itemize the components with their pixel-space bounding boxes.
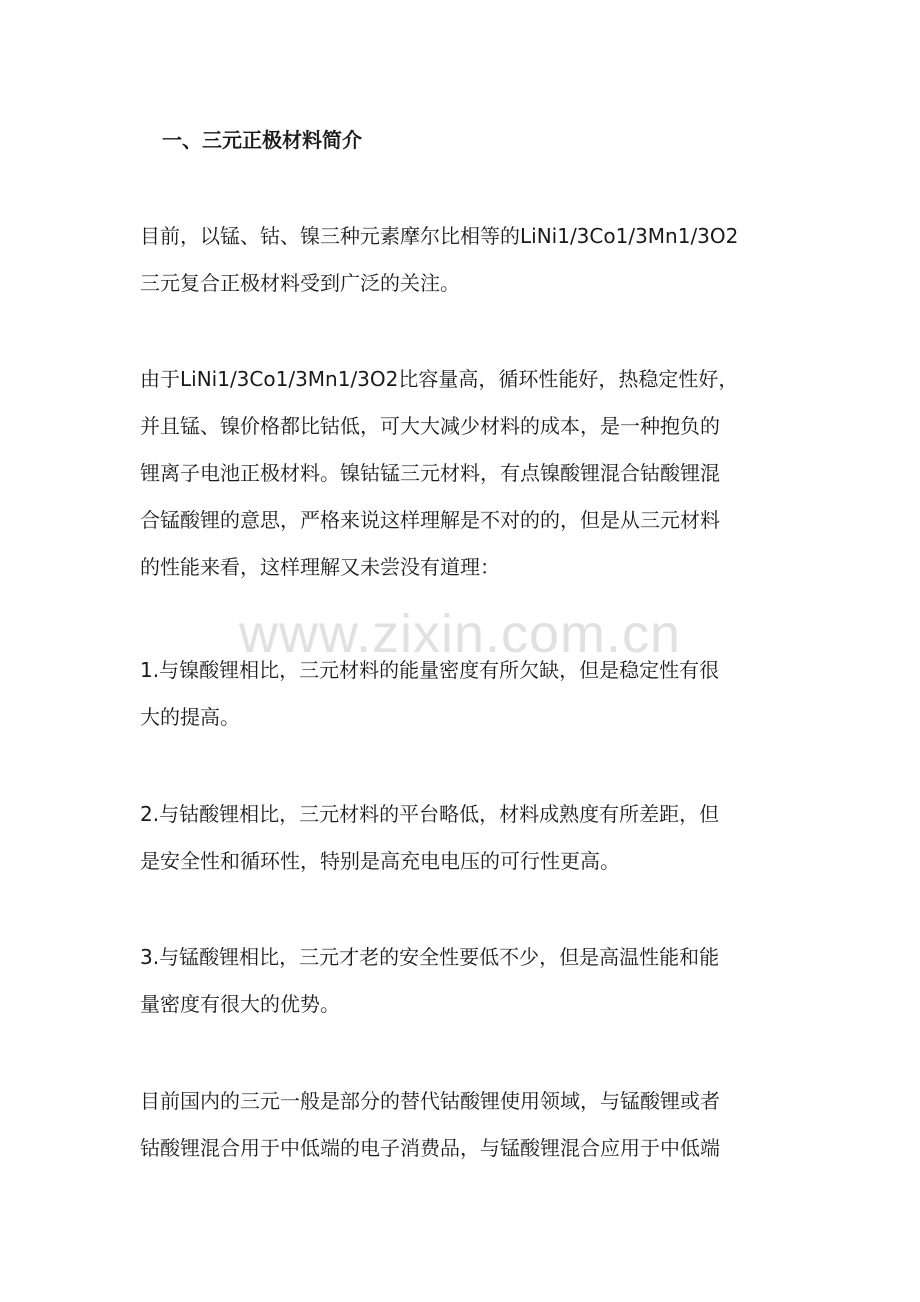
watermark-text: www.zixin.com.cn <box>238 604 682 664</box>
paragraph-line: 三元复合正极材料受到广泛的关注。 <box>140 271 460 295</box>
paragraph-advantages <box>140 356 782 591</box>
paragraph-line: 的性能来看，这样理解又未尝没有道理： <box>140 555 500 579</box>
paragraph-line: 并且锰、镍价格都比钴低，可大大减少材料的成本，是一种抱负的 <box>140 414 720 438</box>
paragraph-item-3 <box>140 934 782 1028</box>
paragraph-line: 由于LiNi1/3Co1/3Mn1/3O2比容量高，循环性能好，热稳定性好， <box>140 367 739 391</box>
paragraph-line: 2.与钴酸锂相比，三元材料的平台略低，材料成熟度有所差距，但 <box>140 802 720 826</box>
paragraph-item-1 <box>140 647 782 741</box>
paragraph-line: 3.与锰酸锂相比，三元才老的安全性要低不少，但是高温性能和能 <box>140 945 720 969</box>
paragraph-item-2 <box>140 791 782 885</box>
paragraph-domestic-use <box>140 1078 782 1172</box>
paragraph-intro <box>140 213 782 307</box>
section-heading: 一、三元正极材料简介 <box>162 128 362 152</box>
paragraph-line: 量密度有很大的优势。 <box>140 992 340 1016</box>
paragraph-line: 是安全性和循环性，特别是高充电电压的可行性更高。 <box>140 849 620 873</box>
paragraph-line: 大的提高。 <box>140 705 240 729</box>
paragraph-line: 目前，以锰、钴、镍三种元素摩尔比相等的LiNi1/3Co1/3Mn1/3O2 <box>140 224 739 248</box>
paragraph-line: 锂离子电池正极材料。镍钴锰三元材料，有点镍酸锂混合钴酸锂混 <box>140 461 720 485</box>
paragraph-line: 钴酸锂混合用于中低端的电子消费品，与锰酸锂混合应用于中低端 <box>140 1136 720 1160</box>
paragraph-line: 目前国内的三元一般是部分的替代钴酸锂使用领域，与锰酸锂或者 <box>140 1089 720 1113</box>
paragraph-line: 1.与镍酸锂相比，三元材料的能量密度有所欠缺，但是稳定性有很 <box>140 658 720 682</box>
paragraph-line: 合锰酸锂的意思，严格来说这样理解是不对的的，但是从三元材料 <box>140 508 720 532</box>
